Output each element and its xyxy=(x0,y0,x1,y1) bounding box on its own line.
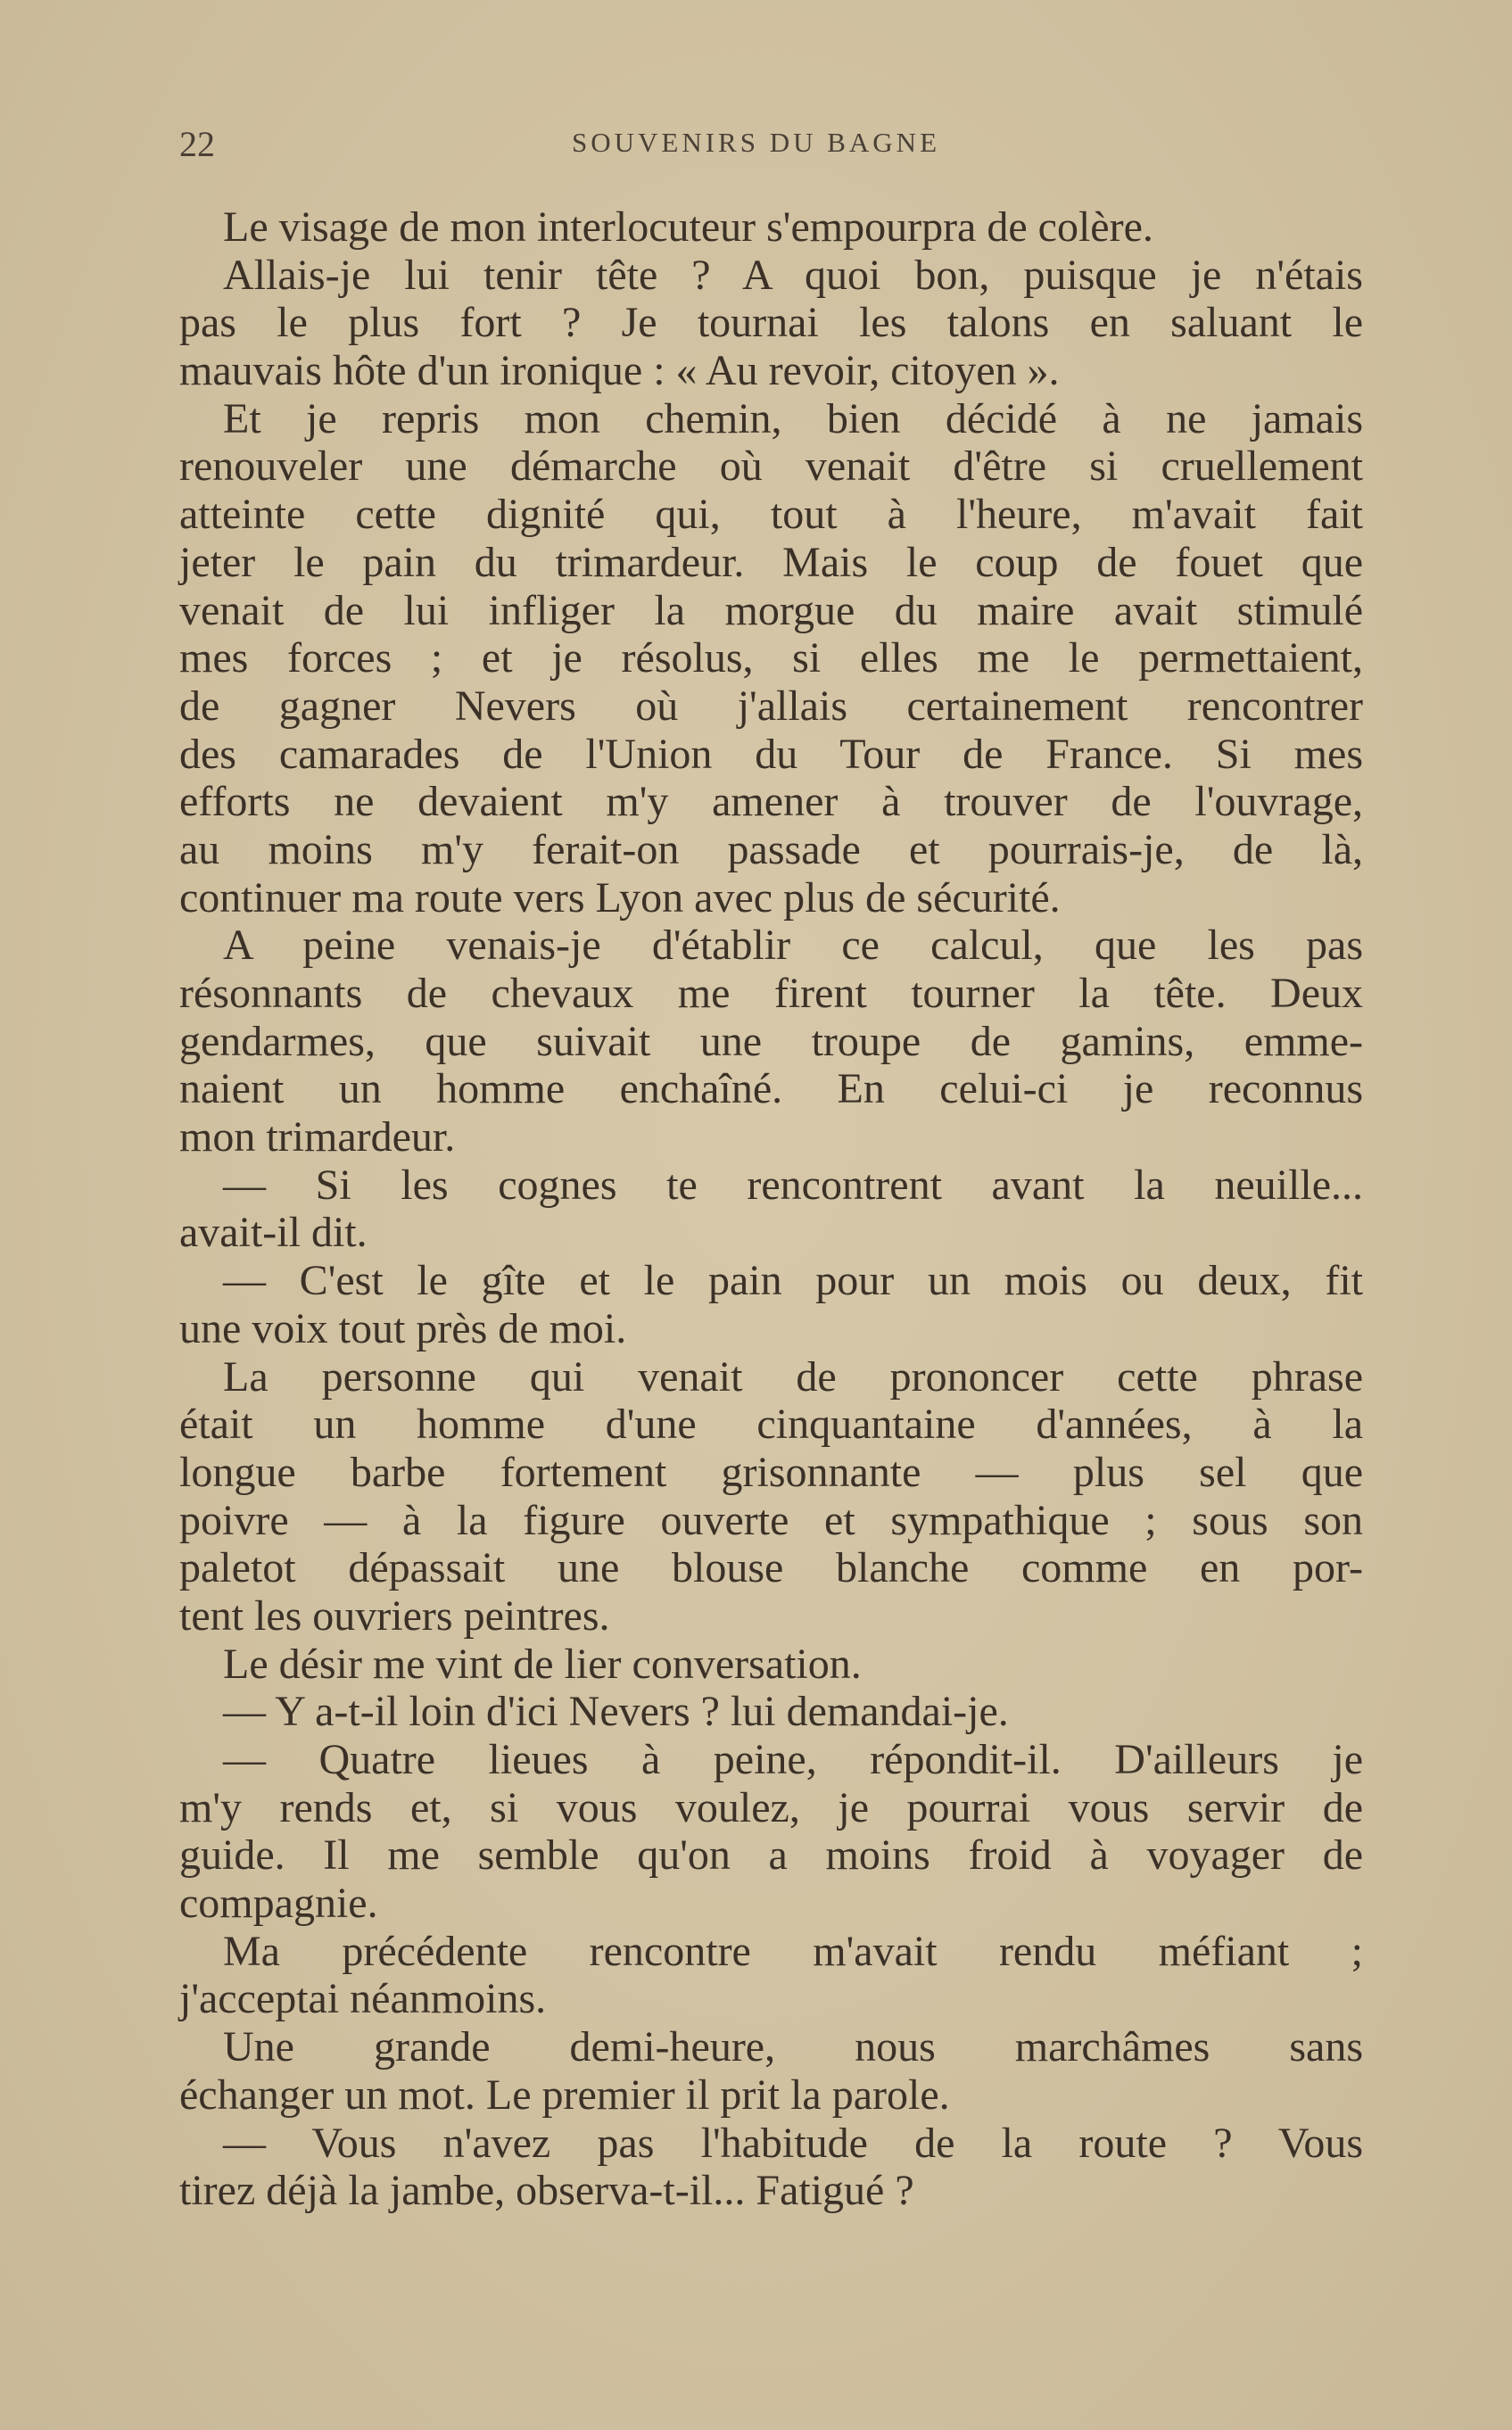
text-line-content: venait de lui infliger la morgue du maire avait stimulé xyxy=(179,586,1363,634)
text-line xyxy=(179,731,1363,779)
running-title: SOUVENIRS DU BAGNE xyxy=(571,127,940,158)
text-line-content: des camarades de l'Union du Tour de France. Si mes xyxy=(179,730,1363,778)
text-line-content: mon trimardeur. xyxy=(179,1113,456,1161)
text-line xyxy=(179,1113,1363,1161)
text-line xyxy=(179,539,1363,587)
text-line xyxy=(179,1449,1363,1497)
text-line xyxy=(179,1065,1363,1113)
text-line xyxy=(179,1736,1363,1784)
text-line xyxy=(179,826,1363,874)
text-line-content: jeter le pain du trimardeur. Mais le coup de fouet que xyxy=(179,538,1363,586)
text-line-content: Ma précédente rencontre m'avait rendu méfiant ; xyxy=(223,1927,1363,1975)
text-line-content: avait-il dit. xyxy=(179,1209,368,1257)
text-line xyxy=(179,442,1363,491)
text-line-content: renouveler une démarche où venait d'être si cruellement xyxy=(179,442,1363,491)
text-line-content: une voix tout près de moi. xyxy=(179,1304,627,1352)
text-line xyxy=(179,1353,1363,1401)
text-line-content: tirez déjà la jambe, observa-t-il... Fatigué ? xyxy=(179,2167,914,2215)
text-line-content: mes forces ; et je résolus, si elles me le permettaient, xyxy=(179,634,1363,682)
text-line xyxy=(179,587,1363,635)
text-line xyxy=(179,682,1363,731)
text-line-content: Allais-je lui tenir tête ? A quoi bon, puisque je n'étais xyxy=(223,251,1363,299)
text-line xyxy=(179,922,1363,970)
text-line-content: — C'est le gîte et le pain pour un mois ou deux, fit xyxy=(223,1257,1363,1305)
text-line-content: paletot dépassait une blouse blanche comme en por- xyxy=(179,1544,1363,1592)
text-line-content: résonnants de chevaux me firent tourner la tête. Deux xyxy=(179,970,1363,1017)
text-line xyxy=(179,778,1363,826)
text-line xyxy=(179,1497,1363,1545)
text-line-content: mauvais hôte d'un ironique : « Au revoir, citoyen ». xyxy=(179,347,1060,395)
text-line-content: longue barbe fortement grisonnante — plus sel que xyxy=(179,1448,1363,1496)
text-line xyxy=(179,203,1363,252)
text-line-content: — Quatre lieues à peine, répondit-il. D'ailleurs je xyxy=(223,1736,1363,1783)
text-line-content: poivre — à la figure ouverte et sympathique ; sous son xyxy=(179,1496,1363,1544)
text-line-content: atteinte cette dignité qui, tout à l'heure, m'avait fait xyxy=(179,491,1363,539)
text-line xyxy=(179,1401,1363,1449)
text-line-content: — Si les cognes te rencontrent avant la neuille... xyxy=(223,1161,1363,1209)
text-line xyxy=(179,2071,1363,2120)
text-line-content: compagnie. xyxy=(179,1880,378,1928)
text-line xyxy=(179,299,1363,347)
text-line-content: A peine venais-je d'établir ce calcul, que les pas xyxy=(223,922,1363,970)
text-line xyxy=(179,1018,1363,1066)
text-line-content: au moins m'y ferait-on passade et pourrais-je, de là, xyxy=(179,825,1363,873)
text-line xyxy=(179,347,1363,395)
text-line xyxy=(179,1209,1363,1257)
text-line-content: Et je repris mon chemin, bien décidé à ne jamais xyxy=(223,394,1363,442)
text-line xyxy=(179,1544,1363,1592)
text-line xyxy=(179,2023,1363,2071)
text-line xyxy=(179,1831,1363,1880)
text-line xyxy=(179,252,1363,300)
text-line xyxy=(179,1928,1363,1976)
text-line-content: échanger un mot. Le premier il prit la parole. xyxy=(179,2070,950,2119)
text-line-content: Le désir me vint de lier conversation. xyxy=(223,1640,862,1688)
text-line xyxy=(179,1641,1363,1689)
text-line-content: gendarmes, que suivait une troupe de gamins, emme- xyxy=(179,1017,1363,1065)
text-line-content: efforts ne devaient m'y amener à trouver de l'ouvrage, xyxy=(179,778,1363,826)
text-line xyxy=(179,1257,1363,1305)
text-line xyxy=(179,395,1363,443)
text-line-content: pas le plus fort ? Je tournai les talons en saluant le xyxy=(179,299,1363,347)
text-line xyxy=(179,970,1363,1018)
text-line-content: était un homme d'une cinquantaine d'années, à la xyxy=(179,1401,1363,1449)
text-line xyxy=(179,491,1363,539)
text-line-content: Le visage de mon interlocuteur s'empourpra de colère. xyxy=(223,203,1153,251)
text-line-content: guide. Il me semble qu'on a moins froid à voyager de xyxy=(179,1831,1363,1880)
text-line-content: de gagner Nevers où j'allais certainement rencontrer xyxy=(179,682,1363,730)
text-line-content: — Y a-t-il loin d'ici Nevers ? lui demandai-je. xyxy=(223,1688,1009,1736)
page-number: 22 xyxy=(179,124,215,164)
text-line xyxy=(179,874,1363,922)
text-line-content: m'y rends et, si vous voulez, je pourrai vous servir de xyxy=(179,1783,1363,1831)
text-line xyxy=(179,1161,1363,1210)
text-line-content: continuer ma route vers Lyon avec plus de sécurité. xyxy=(179,873,1061,922)
text-line xyxy=(179,1784,1363,1832)
text-line-content: j'acceptai néanmoins. xyxy=(179,1975,547,2023)
body-text xyxy=(179,203,1363,2215)
text-line xyxy=(179,1592,1363,1641)
text-line-content: naient un homme enchaîné. En celui-ci je reconnus xyxy=(179,1065,1363,1113)
text-line xyxy=(179,2167,1363,2215)
text-line-content: Une grande demi-heure, nous marchâmes sans xyxy=(223,2023,1363,2071)
text-line xyxy=(179,1305,1363,1353)
text-line-content: — Vous n'avez pas l'habitude de la route ? Vous xyxy=(223,2119,1363,2167)
text-line xyxy=(179,634,1363,682)
text-line-content: La personne qui venait de prononcer cette phrase xyxy=(223,1352,1363,1401)
text-line xyxy=(179,1880,1363,1928)
text-line xyxy=(179,1688,1363,1736)
text-line-content: tent les ouvriers peintres. xyxy=(179,1591,610,1640)
text-line xyxy=(179,2120,1363,2168)
text-line xyxy=(179,1975,1363,2023)
